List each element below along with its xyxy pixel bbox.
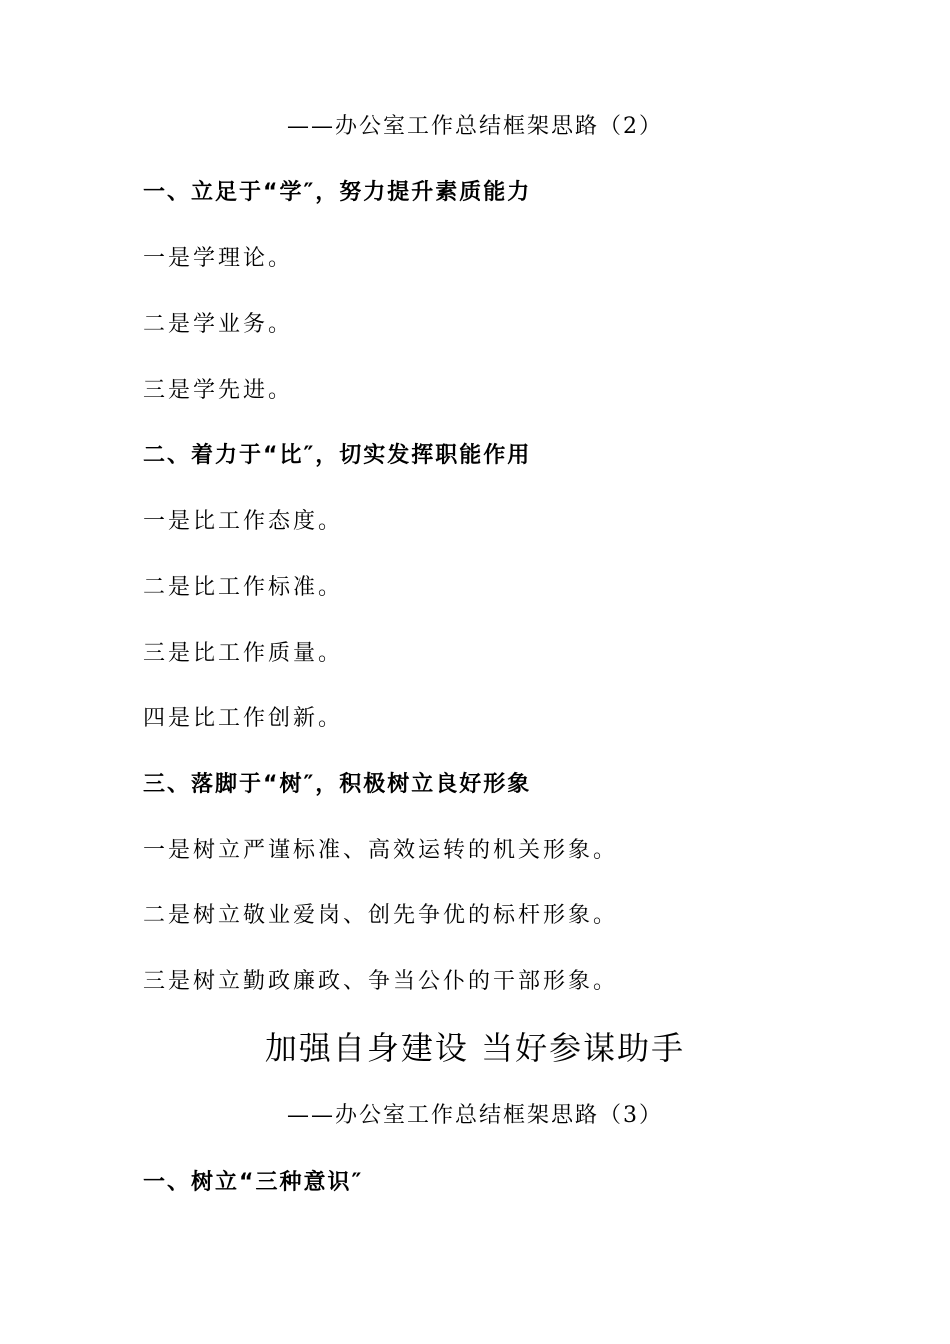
list-item: 四是比工作创新。 (143, 706, 344, 731)
list-item: 一是比工作态度。 (143, 509, 344, 534)
list-item: 一是学理论。 (143, 246, 294, 271)
list-item: 二是比工作标准。 (143, 575, 344, 600)
section-heading-3: 三、落脚于“树″，积极树立良好形象 (143, 772, 532, 797)
document-title-3: 加强自身建设 当好参谋助手 (264, 1029, 686, 1067)
list-item: 二是树立敬业爱岗、创先争优的标杆形象。 (143, 903, 619, 928)
subtitle-2: ——办公室工作总结框架思路（2） (287, 114, 663, 139)
section-heading-2: 二、着力于“比″，切实发挥职能作用 (143, 443, 532, 468)
list-item: 一是树立严谨标准、高效运转的机关形象。 (143, 838, 619, 863)
section-heading-3-1: 一、树立“三种意识″ (143, 1170, 364, 1195)
list-item: 三是学先进。 (143, 378, 294, 403)
list-item: 三是树立勤政廉政、争当公仆的干部形象。 (143, 969, 619, 994)
list-item: 二是学业务。 (143, 312, 294, 337)
section-heading-1: 一、立足于“学″，努力提升素质能力 (143, 180, 532, 205)
list-item: 三是比工作质量。 (143, 641, 344, 666)
subtitle-3: ——办公室工作总结框架思路（3） (287, 1103, 663, 1128)
